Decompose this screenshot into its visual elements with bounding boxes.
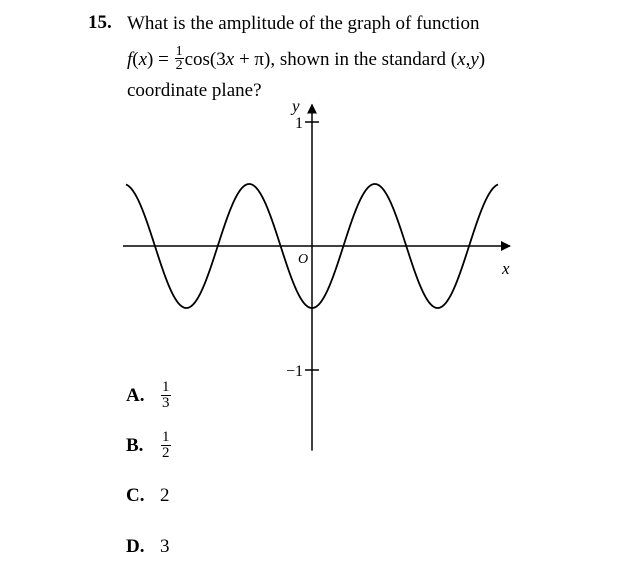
cos-expression-end: + π), shown in the standard ( — [234, 48, 458, 70]
origin-label: O — [298, 252, 309, 267]
choice-letter: D. — [126, 536, 145, 557]
y-axis-label: y — [292, 96, 300, 116]
choice-letter: A. — [126, 384, 145, 406]
cos-expression-variable: x — [225, 48, 235, 70]
y-tick-label-1: 1 — [295, 115, 303, 132]
choice-fraction — [161, 380, 171, 411]
fraction-numerator: 1 — [162, 429, 170, 445]
answer-choice-c[interactable] — [126, 485, 170, 507]
function-name: f — [127, 48, 133, 70]
choice-fraction — [161, 430, 171, 461]
answer-choice-b[interactable] — [126, 430, 172, 461]
answer-choice-a[interactable] — [126, 380, 172, 411]
fraction-denominator: 2 — [162, 445, 170, 461]
answer-choice-d[interactable] — [126, 536, 170, 558]
fraction-numerator: 1 — [162, 379, 170, 395]
question-text-line3: coordinate plane? — [127, 80, 262, 101]
fraction-denominator: 3 — [162, 395, 170, 411]
choice-value: 3 — [160, 536, 170, 557]
y-tick-label-neg1: −1 — [285, 363, 303, 380]
function-equals: ) = — [147, 48, 174, 70]
coordinate-x: x — [457, 48, 466, 70]
choice-value: 2 — [160, 485, 170, 506]
fraction-denominator: 2 — [175, 58, 183, 73]
x-axis-label: x — [502, 259, 510, 278]
function-variable: x — [138, 48, 148, 70]
function-open-paren: ( — [132, 48, 139, 70]
coordinate-y: y — [470, 48, 479, 70]
question-number: 15. — [88, 12, 112, 33]
fraction-numerator: 1 — [175, 44, 183, 59]
coordinate-separator: , — [465, 48, 471, 70]
choice-letter: C. — [126, 485, 145, 506]
question-text-line1: What is the amplitude of the graph of function — [127, 13, 480, 34]
cos-expression-start: cos(3 — [184, 48, 226, 70]
choice-letter: B. — [126, 434, 144, 456]
coordinate-close: ) — [478, 48, 486, 70]
